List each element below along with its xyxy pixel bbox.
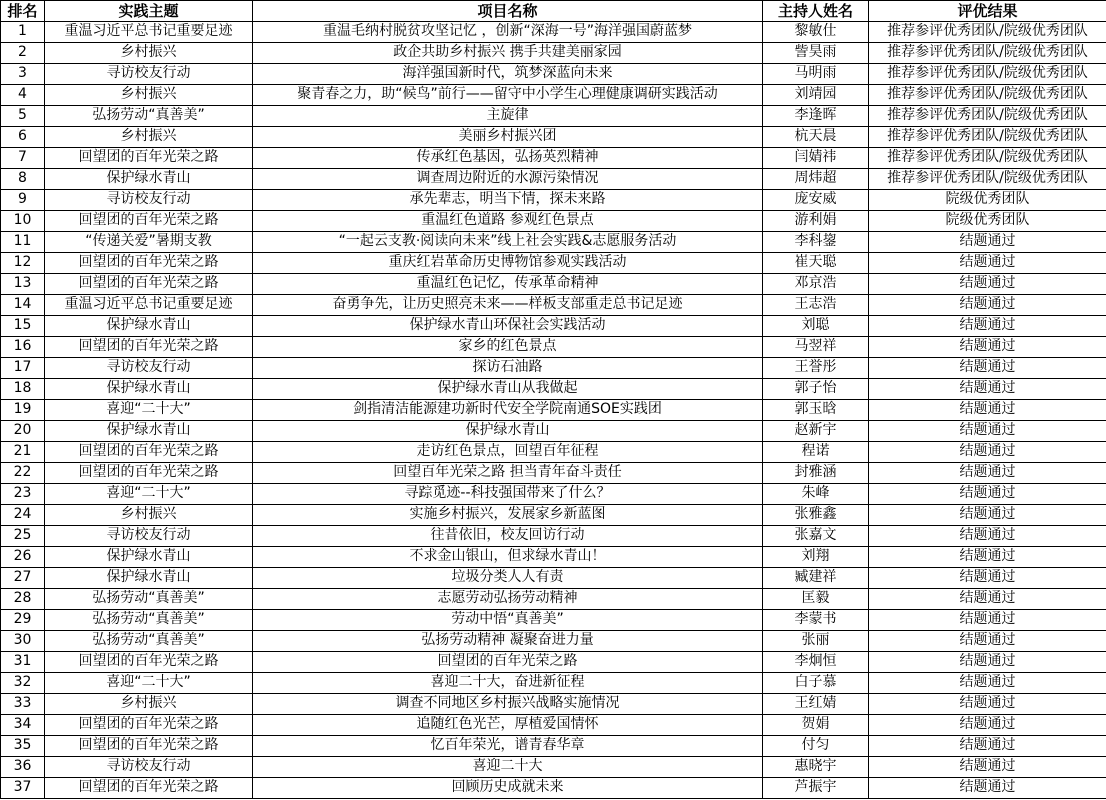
theme-cell: 乡村振兴 (45, 505, 253, 526)
result-cell: 结题通过 (869, 421, 1106, 442)
host-cell: 马明雨 (763, 64, 869, 85)
theme-cell: 保护绿水青山 (45, 421, 253, 442)
rank-cell: 29 (1, 610, 45, 631)
theme-cell: 喜迎“二十大” (45, 484, 253, 505)
rank-cell: 23 (1, 484, 45, 505)
result-cell: 推荐参评优秀团队/院级优秀团队 (869, 127, 1106, 148)
theme-cell: 回望团的百年光荣之路 (45, 442, 253, 463)
table-row (1, 778, 1106, 799)
result-cell: 结题通过 (869, 232, 1106, 253)
theme-cell: 回望团的百年光荣之路 (45, 337, 253, 358)
host-cell: 惠晓宇 (763, 757, 869, 778)
table-row (1, 610, 1106, 631)
theme-cell: 寻访校友行动 (45, 358, 253, 379)
rank-cell: 22 (1, 463, 45, 484)
rank-cell: 14 (1, 295, 45, 316)
result-cell: 结题通过 (869, 442, 1106, 463)
host-cell: 付匀 (763, 736, 869, 757)
table-row (1, 526, 1106, 547)
theme-cell: 保护绿水青山 (45, 547, 253, 568)
table-row (1, 232, 1106, 253)
theme-cell: 保护绿水青山 (45, 568, 253, 589)
project-cell: 保护绿水青山 (253, 421, 763, 442)
project-cell: 回望百年光荣之路 担当青年奋斗责任 (253, 463, 763, 484)
result-cell: 结题通过 (869, 337, 1106, 358)
theme-cell: 回望团的百年光荣之路 (45, 778, 253, 799)
project-cell: 奋勇争先，让历史照亮未来——样板支部重走总书记足迹 (253, 295, 763, 316)
host-cell: 张雅鑫 (763, 505, 869, 526)
table-row (1, 337, 1106, 358)
host-cell: 周炜超 (763, 169, 869, 190)
theme-cell: 重温习近平总书记重要足迹 (45, 22, 253, 43)
result-cell: 结题通过 (869, 295, 1106, 316)
theme-cell: 寻访校友行动 (45, 526, 253, 547)
rank-cell: 28 (1, 589, 45, 610)
host-cell: 李蒙书 (763, 610, 869, 631)
table-row (1, 22, 1106, 43)
host-cell: 刘靖园 (763, 85, 869, 106)
rank-cell: 17 (1, 358, 45, 379)
theme-cell: “传递关爱”暑期支教 (45, 232, 253, 253)
rank-cell: 25 (1, 526, 45, 547)
rank-cell: 16 (1, 337, 45, 358)
theme-cell: 保护绿水青山 (45, 379, 253, 400)
table-row (1, 148, 1106, 169)
theme-cell: 乡村振兴 (45, 127, 253, 148)
rank-cell: 21 (1, 442, 45, 463)
host-cell: 郭子怡 (763, 379, 869, 400)
project-cell: 追随红色光芒，厚植爱国情怀 (253, 715, 763, 736)
host-cell: 李炯恒 (763, 652, 869, 673)
rank-cell: 8 (1, 169, 45, 190)
host-cell: 王志浩 (763, 295, 869, 316)
project-cell: 回顾历史成就未来 (253, 778, 763, 799)
result-cell: 结题通过 (869, 358, 1106, 379)
theme-cell: 回望团的百年光荣之路 (45, 715, 253, 736)
rank-cell: 18 (1, 379, 45, 400)
table-row (1, 358, 1106, 379)
rank-cell: 27 (1, 568, 45, 589)
theme-cell: 弘扬劳动“真善美” (45, 631, 253, 652)
header-row (1, 1, 1106, 22)
result-cell: 结题通过 (869, 316, 1106, 337)
result-cell: 结题通过 (869, 547, 1106, 568)
theme-cell: 喜迎“二十大” (45, 400, 253, 421)
theme-cell: 回望团的百年光荣之路 (45, 463, 253, 484)
host-cell: 郭玉晗 (763, 400, 869, 421)
result-cell: 结题通过 (869, 274, 1106, 295)
result-cell: 结题通过 (869, 400, 1106, 421)
theme-cell: 回望团的百年光荣之路 (45, 736, 253, 757)
project-cell: 剑指清洁能源建功新时代安全学院南通SOE实践团 (253, 400, 763, 421)
host-cell: 王红婧 (763, 694, 869, 715)
theme-cell: 回望团的百年光荣之路 (45, 652, 253, 673)
column-header-rank: 排名 (1, 1, 45, 22)
rank-cell: 37 (1, 778, 45, 799)
rank-cell: 31 (1, 652, 45, 673)
result-cell: 结题通过 (869, 757, 1106, 778)
project-cell: 政企共助乡村振兴 携手共建美丽家园 (253, 43, 763, 64)
host-cell: 朱峰 (763, 484, 869, 505)
theme-cell: 弘扬劳动“真善美” (45, 610, 253, 631)
project-cell: 重温红色道路 参观红色景点 (253, 211, 763, 232)
table-row (1, 127, 1106, 148)
table-row (1, 652, 1106, 673)
host-cell: 封雅涵 (763, 463, 869, 484)
column-header-result: 评优结果 (869, 1, 1106, 22)
host-cell: 赵新宇 (763, 421, 869, 442)
project-cell: 传承红色基因，弘扬英烈精神 (253, 148, 763, 169)
host-cell: 李科鋆 (763, 232, 869, 253)
result-cell: 结题通过 (869, 505, 1106, 526)
host-cell: 芦振宇 (763, 778, 869, 799)
project-cell: 回望团的百年光荣之路 (253, 652, 763, 673)
project-cell: 重庆红岩革命历史博物馆参观实践活动 (253, 253, 763, 274)
project-cell: 往昔依旧，校友回访行动 (253, 526, 763, 547)
host-cell: 邓京浩 (763, 274, 869, 295)
result-cell: 结题通过 (869, 631, 1106, 652)
theme-cell: 乡村振兴 (45, 43, 253, 64)
result-cell: 院级优秀团队 (869, 211, 1106, 232)
result-cell: 推荐参评优秀团队/院级优秀团队 (869, 64, 1106, 85)
rank-cell: 5 (1, 106, 45, 127)
rank-cell: 4 (1, 85, 45, 106)
project-cell: 保护绿水青山环保社会实践活动 (253, 316, 763, 337)
project-cell: 海洋强国新时代，筑梦深蓝向未来 (253, 64, 763, 85)
theme-cell: 喜迎“二十大” (45, 673, 253, 694)
host-cell: 张嘉文 (763, 526, 869, 547)
theme-cell: 寻访校友行动 (45, 64, 253, 85)
rank-cell: 13 (1, 274, 45, 295)
table-row (1, 736, 1106, 757)
result-cell: 结题通过 (869, 778, 1106, 799)
column-header-theme: 实践主题 (45, 1, 253, 22)
project-cell: 忆百年荣光，谱青春华章 (253, 736, 763, 757)
result-cell: 推荐参评优秀团队/院级优秀团队 (869, 169, 1106, 190)
project-cell: 劳动中悟“真善美” (253, 610, 763, 631)
rank-cell: 30 (1, 631, 45, 652)
result-cell: 推荐参评优秀团队/院级优秀团队 (869, 148, 1106, 169)
project-cell: 美丽乡村振兴团 (253, 127, 763, 148)
table-row (1, 379, 1106, 400)
result-cell: 推荐参评优秀团队/院级优秀团队 (869, 106, 1106, 127)
host-cell: 王誉彤 (763, 358, 869, 379)
project-cell: 主旋律 (253, 106, 763, 127)
rank-cell: 3 (1, 64, 45, 85)
table-row (1, 64, 1106, 85)
project-cell: 调查不同地区乡村振兴战略实施情况 (253, 694, 763, 715)
result-cell: 结题通过 (869, 526, 1106, 547)
project-cell: 不求金山银山，但求绿水青山！ (253, 547, 763, 568)
column-header-project: 项目名称 (253, 1, 763, 22)
table-row (1, 169, 1106, 190)
project-cell: 志愿劳动弘扬劳动精神 (253, 589, 763, 610)
table-row (1, 85, 1106, 106)
table-row (1, 190, 1106, 211)
host-cell: 马翌祥 (763, 337, 869, 358)
table-row (1, 694, 1106, 715)
theme-cell: 回望团的百年光荣之路 (45, 253, 253, 274)
result-cell: 推荐参评优秀团队/院级优秀团队 (869, 85, 1106, 106)
theme-cell: 回望团的百年光荣之路 (45, 274, 253, 295)
table-row (1, 421, 1106, 442)
table-row (1, 211, 1106, 232)
project-cell: 重温红色记忆，传承革命精神 (253, 274, 763, 295)
result-cell: 结题通过 (869, 610, 1106, 631)
result-cell: 结题通过 (869, 379, 1106, 400)
rank-cell: 2 (1, 43, 45, 64)
host-cell: 訾昊雨 (763, 43, 869, 64)
project-cell: 聚青春之力，助“候鸟”前行——留守中小学生心理健康调研实践活动 (253, 85, 763, 106)
result-cell: 结题通过 (869, 652, 1106, 673)
theme-cell: 乡村振兴 (45, 694, 253, 715)
rank-cell: 10 (1, 211, 45, 232)
rank-cell: 15 (1, 316, 45, 337)
host-cell: 刘翔 (763, 547, 869, 568)
result-cell: 结题通过 (869, 463, 1106, 484)
table-row (1, 106, 1106, 127)
table-row (1, 400, 1106, 421)
result-cell: 结题通过 (869, 589, 1106, 610)
host-cell: 崔天聪 (763, 253, 869, 274)
theme-cell: 寻访校友行动 (45, 757, 253, 778)
rank-cell: 20 (1, 421, 45, 442)
project-cell: 家乡的红色景点 (253, 337, 763, 358)
table-row (1, 316, 1106, 337)
host-cell: 闫婧祎 (763, 148, 869, 169)
host-cell: 匡毅 (763, 589, 869, 610)
result-cell: 结题通过 (869, 694, 1106, 715)
rank-cell: 11 (1, 232, 45, 253)
host-cell: 庞安威 (763, 190, 869, 211)
rank-cell: 34 (1, 715, 45, 736)
rank-cell: 19 (1, 400, 45, 421)
project-cell: 实施乡村振兴，发展家乡新蓝图 (253, 505, 763, 526)
table-row (1, 715, 1106, 736)
theme-cell: 重温习近平总书记重要足迹 (45, 295, 253, 316)
project-cell: 垃圾分类人人有责 (253, 568, 763, 589)
theme-cell: 保护绿水青山 (45, 169, 253, 190)
table-row (1, 463, 1106, 484)
table-row (1, 253, 1106, 274)
host-cell: 黎敏仕 (763, 22, 869, 43)
host-cell: 臧建祥 (763, 568, 869, 589)
project-cell: “一起云支教·阅读向未来”线上社会实践&志愿服务活动 (253, 232, 763, 253)
table-row (1, 589, 1106, 610)
project-cell: 喜迎二十大 (253, 757, 763, 778)
result-cell: 结题通过 (869, 484, 1106, 505)
result-cell: 推荐参评优秀团队/院级优秀团队 (869, 43, 1106, 64)
host-cell: 杭天晨 (763, 127, 869, 148)
table-row (1, 505, 1106, 526)
result-cell: 推荐参评优秀团队/院级优秀团队 (869, 22, 1106, 43)
rank-cell: 9 (1, 190, 45, 211)
result-cell: 结题通过 (869, 568, 1106, 589)
rank-cell: 6 (1, 127, 45, 148)
project-cell: 保护绿水青山从我做起 (253, 379, 763, 400)
rank-cell: 24 (1, 505, 45, 526)
rank-cell: 7 (1, 148, 45, 169)
rank-cell: 36 (1, 757, 45, 778)
project-cell: 承先辈志，明当下情，探未来路 (253, 190, 763, 211)
host-cell: 游利娟 (763, 211, 869, 232)
result-cell: 结题通过 (869, 715, 1106, 736)
project-cell: 喜迎二十大，奋进新征程 (253, 673, 763, 694)
host-cell: 李逢晖 (763, 106, 869, 127)
result-cell: 结题通过 (869, 736, 1106, 757)
table-row (1, 43, 1106, 64)
rank-cell: 26 (1, 547, 45, 568)
project-cell: 调查周边附近的水源污染情况 (253, 169, 763, 190)
host-cell: 白子慕 (763, 673, 869, 694)
table-row (1, 442, 1106, 463)
column-header-host: 主持人姓名 (763, 1, 869, 22)
result-cell: 院级优秀团队 (869, 190, 1106, 211)
host-cell: 程诺 (763, 442, 869, 463)
host-cell: 刘聪 (763, 316, 869, 337)
table-row (1, 757, 1106, 778)
table-row (1, 568, 1106, 589)
theme-cell: 寻访校友行动 (45, 190, 253, 211)
rank-cell: 33 (1, 694, 45, 715)
theme-cell: 乡村振兴 (45, 85, 253, 106)
result-cell: 结题通过 (869, 253, 1106, 274)
theme-cell: 保护绿水青山 (45, 316, 253, 337)
project-cell: 走访红色景点，回望百年征程 (253, 442, 763, 463)
theme-cell: 弘扬劳动“真善美” (45, 589, 253, 610)
table-row (1, 631, 1106, 652)
theme-cell: 回望团的百年光荣之路 (45, 211, 253, 232)
rank-cell: 1 (1, 22, 45, 43)
theme-cell: 弘扬劳动“真善美” (45, 106, 253, 127)
project-cell: 寻踪觅迹--科技强国带来了什么？ (253, 484, 763, 505)
table-row (1, 547, 1106, 568)
table-row (1, 295, 1106, 316)
theme-cell: 回望团的百年光荣之路 (45, 148, 253, 169)
host-cell: 张丽 (763, 631, 869, 652)
table-row (1, 673, 1106, 694)
project-cell: 探访石油路 (253, 358, 763, 379)
project-cell: 重温毛纳村脱贫攻坚记忆 ，创新“深海一号”海洋强国蔚蓝梦 (253, 22, 763, 43)
rank-cell: 35 (1, 736, 45, 757)
table-row (1, 274, 1106, 295)
rank-cell: 12 (1, 253, 45, 274)
project-cell: 弘扬劳动精神 凝聚奋进力量 (253, 631, 763, 652)
result-cell: 结题通过 (869, 673, 1106, 694)
rank-cell: 32 (1, 673, 45, 694)
host-cell: 贺娟 (763, 715, 869, 736)
table-row (1, 484, 1106, 505)
